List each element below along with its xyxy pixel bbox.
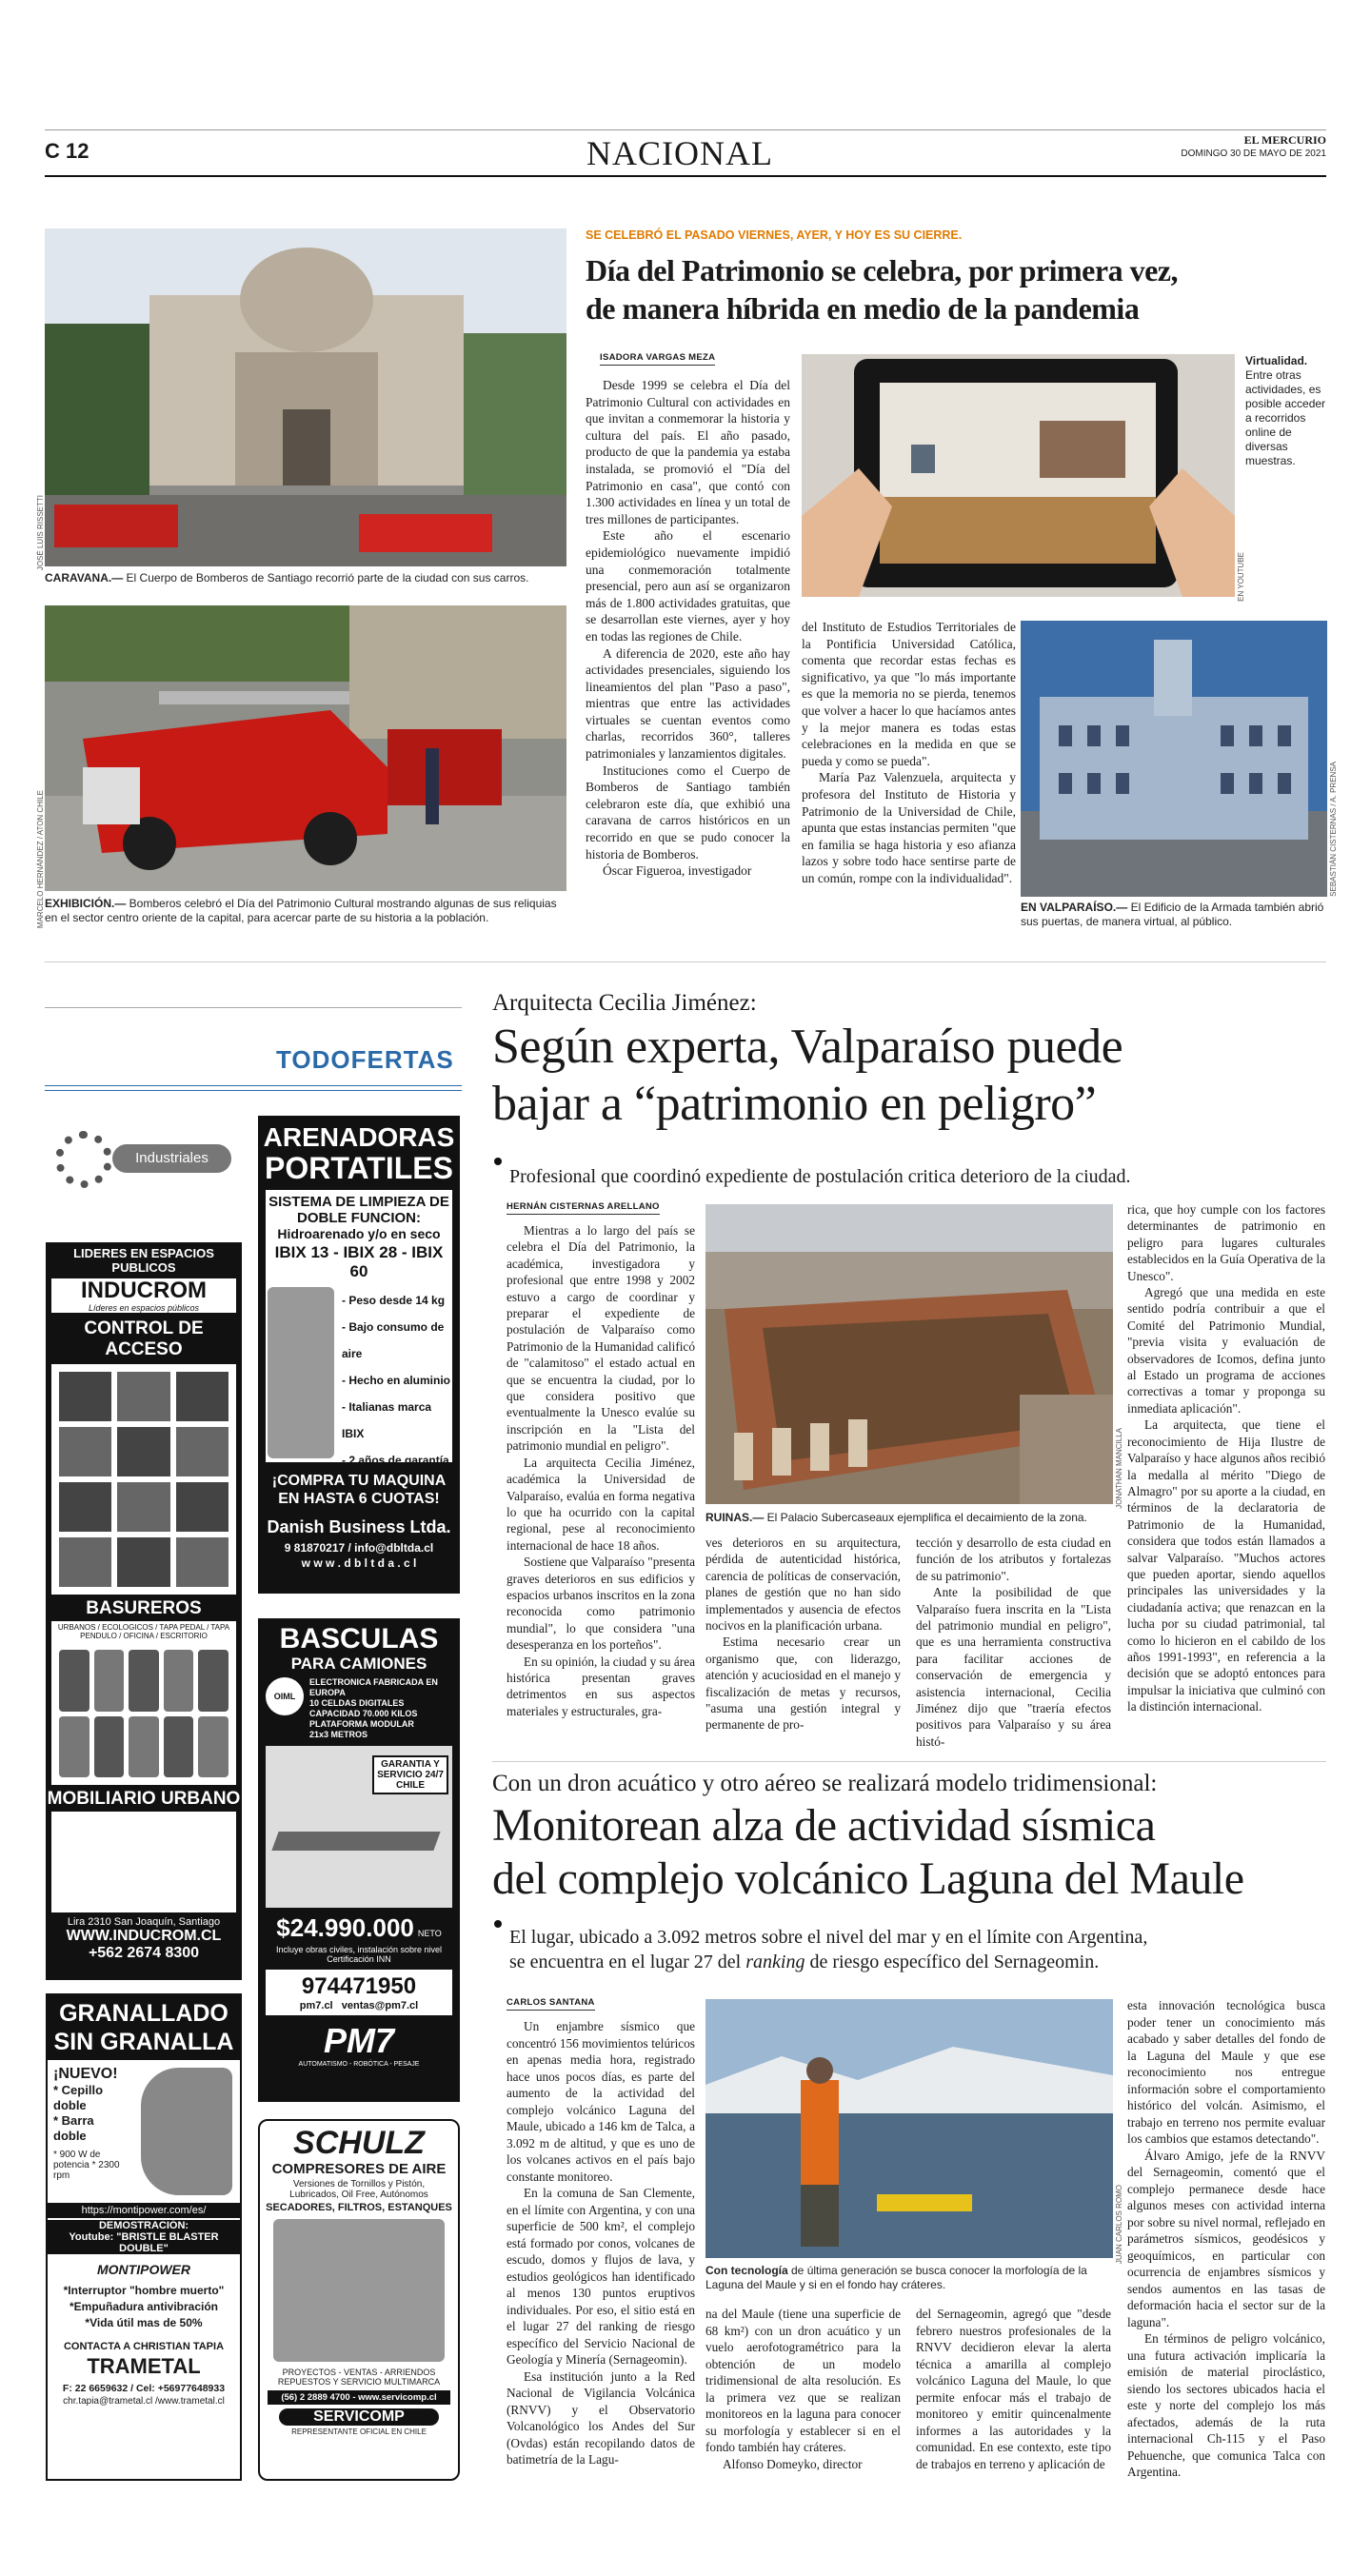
ad-text: F: 22 6659632 / Cel: +56977648933 (62, 2383, 226, 2394)
feature-list (53, 2083, 128, 2144)
ad-text: SIN GRANALLA (53, 2029, 234, 2055)
photo-credit: EN YOUTUBE (1237, 552, 1245, 602)
article-column (1127, 1201, 1325, 1715)
headline-line: Monitorean alza de actividad sísmica (492, 1800, 1156, 1851)
article-column (916, 1535, 1111, 1750)
todofertas-logo: TODOFERTAS (276, 1045, 454, 1074)
article-column (586, 377, 790, 880)
caption-label: RUINAS.— (705, 1511, 765, 1524)
oiml-logo: OIML (266, 1677, 304, 1715)
caption-text: Bomberos celebró el Día del Patrimonio Cultural mostrando algunas de sus reliquias en el sector centro oriente de la capital, para acercar parte de su historia a la población. (45, 897, 557, 924)
ad-text: Líderes en espacios públicos (51, 1303, 236, 1313)
photo-credit: JONATHAN MANCILLA (1115, 1428, 1123, 1509)
article-column (705, 2306, 901, 2472)
list-item: - Bajo consumo de aire (342, 1320, 445, 1360)
phone: 974471950 (301, 1973, 417, 1999)
paragraph: ves deterioros en su arquitectura, pérdida de autenticidad histórica, carencia de políticas de conservación, planes de gestión que no han sido implementados y ausencia de efectos nocivos en la planificación urbana. (705, 1536, 901, 1634)
list-item: - Italianas marca IBIX (342, 1400, 432, 1440)
paragraph: Mientras a lo largo del país se celebra el Día del Patrimonio, la académica, investigadora y profesional que entre 1998 y 2002 estuvo a cargo de coordinar y preparar el expediente de postulación de Valparaíso como Patrimonio de la Humanidad calificó de "calamitoso" el estado actual en que se encuentra la ciudad, por lo que considera positivo que eventualmente la Unesco evalúe su inscripción en la "Lista del patrimonio mundial en peligro". (507, 1223, 695, 1454)
ad-text: INDUCROM (51, 1278, 236, 1303)
photo-credit: JOSÉ LUIS RISSETTI (36, 495, 45, 571)
paragraph: Este año el escenario epidemiológico nuevamente impidió una conmemoración totalmente presencial, pero aun así se organizaron más de 1.800 actividades gratuitas, que se desarrollan este viernes, ayer y hoy en todas las regiones de Chile. (586, 528, 790, 644)
ad-text: chr.tapia@trametal.cl /www.trametal.cl (63, 2396, 225, 2407)
paragraph: A diferencia de 2020, este año hay actividades presenciales, siguiendo los lineamientos del plan "Paso a paso", mientras que entre las actividades virtuales se cuentan eventos como charlas, recorridos 360°, talleres patrimoniales y lanzamientos digitales. (586, 645, 790, 762)
caption-tecnologia (705, 2264, 1105, 2292)
ad-schulz[interactable] (258, 2119, 460, 2481)
paragraph: La arquitecta, que tiene el reconocimiento de Hija Ilustre de Valparaíso y hace algunos años recibió la medalla al mérito "Diego de Almagro" por su aporte a la ciudad, en términos de la declaratoria de Patrimonio de la Humanidad, considera que todos están llamados a salvar Valparaíso. "Muchos actores que pueden aportar, siendo aquellos principales las universidades y la ciudadanía activa; que renazcan en la lucha por su ciudad patrimonial, tal como lo hicieron en el cabildo de los años 1991-1993", en referencia a la decisión que se adoptó entonces para impulsar la iniciativa que culminó con la distinción internacional. (1127, 1417, 1325, 1714)
list-item: * Cepillo doble (53, 2083, 104, 2112)
paragraph: esta innovación tecnológica busca poder tener un conocimiento más acabado y saber detalles del fondo de la Laguna del Maule y que ese reconocimiento nos entregue información sobre el comportamiento histórico del volcán. Asimismo, el trabajo en terreno nos permite evaluar los cambios que estamos detectando". (1127, 1998, 1325, 2146)
ad-granallado[interactable] (46, 1993, 242, 2481)
list-item: 10 CELDAS DIGITALES (309, 1698, 405, 1708)
paragraph: Instituciones como el Cuerpo de Bomberos de Santiago también celebraron este día, que exhibió una caravana de carros históricos en un recorrido en que se pudo conocer la historia de Bomberos. (586, 763, 790, 862)
caption-text: de última generación se busca conocer la morfología de la Laguna del Maule y si en el fondo hay cráteres. (705, 2264, 1087, 2291)
industriales-badge (53, 1129, 234, 1190)
paragraph: na del Maule (tiene una superficie de 68 km²) con un dron acuático y un vuelo aerofotogramétrico para la obtención de un modelo tridimensional de alta resolución. Es la primera vez que se realizan monitoreos en la laguna para conocer su morfología y establecer si en el fondo también hay cráteres. (705, 2307, 901, 2454)
ad-text: ARENADORAS (263, 1122, 455, 1152)
pm7-logo: PM7 (323, 2021, 395, 2060)
photo-credit: JUAN CARLOS ROMO (1115, 2185, 1123, 2265)
article-column (802, 619, 1016, 887)
paragraph: Ante la posibilidad de que Valparaíso fuera inscrita en la "Lista del patrimonio mundial en peligro", que es una herramienta constructiva para facilitar acciones de conservación de emergencia y asistencia internacional, Cecilia Jiménez dijo que "traería efectos positivos para Valparaíso y su área histó- (916, 1585, 1111, 1749)
list-item: *Vida útil mas de 50% (85, 2316, 203, 2329)
ad-text: Incluye obras civiles, instalación sobre nivel Certificación INN (275, 1945, 443, 1964)
photo-palacio-subercaseaux (705, 1204, 1113, 1504)
ad-text: CONTACTA A CHRISTIAN TAPIA (63, 2341, 225, 2352)
photo-edificio-armada (1021, 621, 1327, 897)
kicker: SE CELEBRÓ EL PASADO VIERNES, AYER, Y HOY ES SU CIERRE. (586, 228, 963, 242)
article-column (507, 1222, 695, 1719)
montipower-logo: MONTIPOWER (97, 2262, 190, 2277)
paragraph: En términos de peligro volcánico, una futura activación implicaría la emisión de material piroclástico, siendo los sectores ubicados hacia el este y norte del complejo los más afectados, además de la ruta internacional Ch-115 y el Paso Pehuenche, que comunica Talca con Argentina. (1127, 2331, 1325, 2479)
caption-text: El Edificio de la Armada también abrió sus puertas, de manera virtual, al público. (1021, 901, 1324, 928)
paragraph: del Instituto de Estudios Territoriales de la Pontificia Universidad Católica, comenta que recordar estas fechas es significativo, ya que "lo más importante es que la memoria no se pierda, tenemos que volver a hacer lo que hacíamos antes y la mejor manera es todas estas celebraciones en la medida en que se pueda y como se pueda". (802, 620, 1016, 768)
caption-label: Con tecnología (705, 2264, 788, 2277)
ad-inducrom[interactable] (46, 1242, 242, 1980)
ad-arenadoras[interactable] (258, 1116, 460, 1594)
list-item: ELECTRONICA FABRICADA EN EUROPA (309, 1677, 438, 1697)
page-number: C 12 (45, 139, 89, 163)
section-title: NACIONAL (586, 134, 773, 172)
bullet (494, 1158, 502, 1165)
paper-name: EL MERCURIO (1243, 133, 1326, 147)
ad-text: SECADORES, FILTROS, ESTANQUES (266, 2202, 452, 2213)
list-item: *Interruptor "hombre muerto" (63, 2284, 225, 2297)
ad-text: ¡COMPRA TU MAQUINA EN HASTA 6 CUOTAS! (271, 1473, 447, 1507)
deck-text: ranking (745, 1952, 805, 1972)
article-column (1127, 1997, 1325, 2481)
ad-text: REPRESENTANTE OFICIAL EN CHILE (291, 2427, 427, 2436)
deck-line (509, 1952, 1099, 1973)
ad-text: w w w . d b l t d a . c l (301, 1556, 417, 1570)
trametal-logo: TRAMETAL (87, 2354, 201, 2378)
ad-text: GRANALLADO (59, 2000, 228, 2027)
photo-tablet-virtual (802, 354, 1235, 597)
feature-list (334, 1287, 451, 1467)
industriales-label: Industriales (112, 1144, 231, 1173)
list-item: - Peso desde 14 kg (342, 1294, 446, 1307)
list-item: - 2 años de garantía (342, 1454, 449, 1467)
article-column (705, 1535, 901, 1734)
paragraph: tección y desarrollo de esta ciudad en función de los atributos y fortalezas de su patrimonio". (916, 1536, 1111, 1583)
list-item: * Barra doble (53, 2113, 94, 2143)
scale-image (271, 1832, 440, 1851)
byline: HERNÁN CISTERNAS ARELLANO (507, 1201, 660, 1215)
list-item: PLATAFORMA MODULAR (309, 1719, 414, 1729)
paragraph: Esa institución junto a la Red Nacional de Vigilancia Volcánica (RNVV) y el Observatorio Volcanológico los Andes del Sur (Ovdas) están recopilando datos de batimetría de la Lagu- (507, 2368, 695, 2467)
deck: Profesional que coordinó expediente de postulación critica deterioro de la ciudad. (509, 1166, 1131, 1187)
paragraph: del Sernageomin, agregó que "desde febrero nuestros profesionales de la RNVV decidieron elevar la alerta técnica a amarilla al complejo volcánico Laguna del Maule, lo que permite enfocar más el trabajo de monitoreo y emitir quincenalmente informes a las autoridades y la comunidad. En ese contexto, este tipo de trabajos en terreno y aplicación de (916, 2307, 1111, 2471)
sandblaster-image (268, 1287, 334, 1458)
ad-text: BASUREROS (86, 1598, 202, 1618)
price: $24.990.000 (276, 1913, 414, 1942)
ad-text: Hidroarenado y/o en seco (277, 1226, 441, 1241)
paragraph: La arquitecta Cecilia Jiménez, académica la Universidad de Valparaíso, evalúa en forma negativa lo que ha ocurrido con la capital regional, pese al reconocimiento internacional de hace 18 años. (507, 1455, 695, 1553)
photo-credit: MARCELO HERNÁNDEZ / ATON CHILE (36, 790, 45, 929)
ad-text: WWW.INDUCROM.CL (66, 1928, 222, 1944)
caption-label: EN VALPARAÍSO.— (1021, 901, 1128, 914)
list-item: - Hecho en aluminio (342, 1374, 451, 1387)
kicker: Con un dron acuático y otro aéreo se realizará modelo tridimensional: (492, 1771, 1158, 1796)
servicomp-logo: SERVICOMP (279, 2408, 439, 2426)
headline-line: bajar a “patrimonio en peligro” (492, 1077, 1097, 1131)
headline-line: del complejo volcánico Laguna del Maule (492, 1853, 1244, 1904)
headline-line: de manera híbrida en medio de la pandemia (586, 291, 1140, 326)
list-item: 21x3 METROS (309, 1730, 368, 1739)
paragraph: Agregó que una medida en este sentido podría contribuir a que el Comité del Patrimonio Mundial, "previa visita y evaluación de observadores de Icomos, defina junto al Estado un programa de acciones correctivas a tomar y proponga su inmediata aplicación". (1127, 1285, 1325, 1416)
ad-text: SISTEMA DE LIMPIEZA DE DOBLE FUNCION: (268, 1194, 449, 1226)
guarantee-badge: GARANTIA Y SERVICIO 24/7 CHILE (372, 1755, 448, 1794)
ad-text: +562 2674 8300 (88, 1945, 200, 1961)
ad-text: CONTROL DE ACCESO (84, 1318, 204, 1359)
caption-text: El Palacio Subercaseaux ejemplifica el decaimiento de la zona. (764, 1511, 1087, 1524)
ad-text: NETO (417, 1929, 442, 1938)
paragraph: Álvaro Amigo, jefe de la RNVV del Sernageomin, comentó que el complejo permanece desde hace algunos meses con actividad interna por sobre su nivel normal, reflejado en parámetros sísmicos, geodésicos y geoquímicos, en particular con ocurrencia de enjambres sísmicos y sendos aumentos en las tasas de deformación hacia el sector sur de la laguna". (1127, 2148, 1325, 2329)
photo-laguna-maule (705, 1999, 1113, 2258)
email: ventas@pm7.cl (341, 2000, 419, 2011)
deck-line: El lugar, ubicado a 3.092 metros sobre el nivel del mar y en el límite con Argentina, (509, 1927, 1148, 1948)
ad-text: Danish Business Ltda. (267, 1517, 451, 1536)
paragraph: En la comuna de San Clemente, en el límite con Argentina, y con una superficie de 500 km², el complejo está formado por conos, volcanes de escudo, domos y flujos de lava, y estudios geológicos han identificado al menos 130 puntos eruptivos individuales. Por eso, el sitio está en el lugar 27 del ranking de riesgo específico del Servicio Nacional de Geología y Minería (Sernageomin). (507, 2186, 695, 2367)
caption-exhibicion (45, 897, 566, 925)
paragraph: Óscar Figueroa, investigador (603, 863, 752, 879)
gear-icon (55, 1131, 112, 1188)
caption-caravana (45, 571, 566, 585)
byline: ISADORA VARGAS MEZA (600, 352, 715, 366)
ad-link[interactable]: https://montipower.com/es/ (48, 2203, 240, 2218)
caption-ruinas (705, 1511, 1115, 1525)
caption-text: Entre otras actividades, es posible acceder a recorridos online de diversas muestras. (1245, 368, 1326, 467)
ad-text: Lira 2310 San Joaquín, Santiago (67, 1916, 221, 1928)
page-date: DOMINGO 30 DE MAYO DE 2021 (1181, 149, 1326, 159)
list-item: CAPACIDAD 70.000 KILOS (309, 1709, 418, 1718)
ad-text: (56) 2 2889 4700 - www.servicomp.cl (268, 2390, 450, 2405)
paragraph: Sostiene que Valparaíso "presenta graves deterioros en sus edificios y espacios urbanos inscritos en la zona reconocida como patrimonio mundial", lo que considera "una desesperanza en los porteños". (507, 1555, 695, 1653)
brush-tool-image (141, 2068, 232, 2195)
ad-text: DEMOSTRACIÓN: (48, 2220, 240, 2231)
bullet (494, 1920, 502, 1928)
ad-text: PARA CAMIONES (290, 1655, 427, 1673)
ad-text: URBANOS / ECOLOGICOS / TAPA PEDAL / TAPA PENDULO / OFICINA / ESCRITORIO (51, 1621, 236, 1642)
caption-valparaiso (1021, 901, 1330, 929)
ad-text: Versiones de Tornillos y Pistón, Lubricados, Oil Free, Autónomos (289, 2179, 428, 2200)
website: pm7.cl (299, 2000, 333, 2011)
byline: CARLOS SANTANA (507, 1997, 595, 2011)
caption-label: CARAVANA.— (45, 571, 124, 585)
paragraph: Estima necesario crear un organismo que, con liderazgo, atención y acuciosidad en el manejo y fiscalización de metas y recursos, "asuma una gestión integral y permanente de pro- (705, 1635, 901, 1733)
paragraph: María Paz Valenzuela, arquitecta y profesora del Instituto de Historia y Patrimonio de la Universidad de Chile, apunta que estas instancias permiten "que en familia se haga historia y eso afianza lazos y sobre todo hace sentirse parte de un común, rompe con la individualidad". (802, 770, 1016, 885)
ad-text: BASCULAS (279, 1623, 439, 1655)
ad-text: 9 81870217 / info@dbltda.cl (284, 1541, 434, 1555)
deck-text: se encuentra en el lugar 27 del (509, 1952, 746, 1972)
ad-text: AUTOMATISMO - ROBÓTICA - PESAJE (298, 2061, 420, 2068)
feature-list (309, 1677, 452, 1740)
compressor-image (273, 2219, 445, 2362)
paragraph: rica, que hoy cumple con los factores determinantes de patrimonio en peligro para lugares culturales establecidos en la Guía Operativa de la Unesco". (1127, 1202, 1325, 1283)
paragraph: Desde 1999 se celebra el Día del Patrimonio Cultural con actividades en que invitan a conmemorar la historia y cultura del país. El año pasado, producto de que la pandemia ya estaba instalada, se promovió el "Día del Patrimonio en casa", que contó con 1.300 actividades en línea y un total de tres millones de participantes. (586, 378, 790, 526)
deck-text: de riesgo específico del Sernageomin. (805, 1952, 1100, 1972)
photo-bellas-artes (45, 228, 566, 566)
paragraph: Un enjambre sísmico que concentró 156 movimientos telúricos en apenas media hora, registrado hace unos pocos días, es parte del aumento de la actividad del complejo volcánico Laguna del Maule, ubicado a 146 km de Talca, a 3.092 m de altitud, y que es uno de los volcanes activos en el país bajo constante monitoreo. (507, 2019, 695, 2184)
caption-label: EXHIBICIÓN.— (45, 897, 127, 910)
caption-label: Virtualidad. (1245, 354, 1308, 367)
caption-virtualidad (1245, 354, 1331, 468)
ad-text: PORTATILES (265, 1151, 453, 1185)
ad-text: MOBILIARIO URBANO (47, 1789, 241, 1809)
article-column (507, 2018, 695, 2468)
paragraph: Alfonso Domeyko, director (723, 2456, 863, 2471)
list-item: *Empuñadura antivibración (69, 2300, 219, 2313)
photo-fire-truck (45, 605, 566, 891)
ad-text: PROYECTOS - VENTAS - ARRIENDOS REPUESTOS Y SERVICIO MULTIMARCA (277, 2368, 441, 2387)
paragraph: En su opinión, la ciudad y su área histórica presentan graves detrimentos en sus aspectos materiales y estructurales, gra- (507, 1654, 695, 1718)
ad-text: IBIX 13 - IBIX 28 - IBIX 60 (274, 1243, 444, 1280)
headline-line: Según experta, Valparaíso puede (492, 1020, 1123, 1074)
ad-text: * 900 W de potencia * 2300 rpm (53, 2150, 120, 2181)
ad-text: Youtube: "BRISTLE BLASTER DOUBLE" (48, 2231, 240, 2254)
caption-text: El Cuerpo de Bomberos de Santiago recorrió parte de la ciudad con sus carros. (123, 571, 529, 585)
photo-credit: SEBASTIÁN CISTERNAS / A. PRENSA (1329, 762, 1338, 897)
feature-list (48, 2283, 240, 2331)
headline-line: Día del Patrimonio se celebra, por primera vez, (586, 253, 1178, 287)
article-column (916, 2306, 1111, 2472)
ad-text: ¡NUEVO! (53, 2066, 118, 2082)
ad-basculas[interactable] (258, 1618, 460, 2102)
ad-text: LIDERES EN ESPACIOS PUBLICOS (73, 1246, 214, 1275)
schulz-logo: SCHULZ (293, 2125, 425, 2161)
ad-text: COMPRESORES DE AIRE (271, 2161, 447, 2177)
kicker: Arquitecta Cecilia Jiménez: (492, 990, 757, 1016)
